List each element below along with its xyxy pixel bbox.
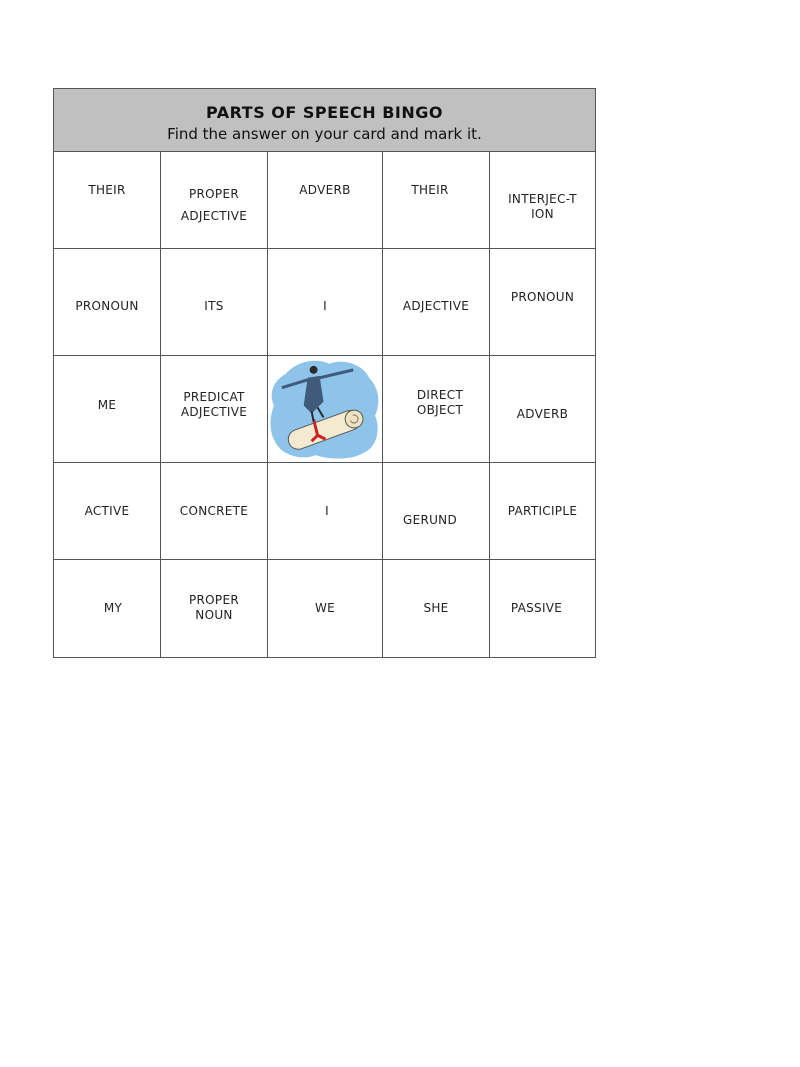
bingo-card bbox=[53, 88, 596, 658]
cell-label: ADVERB bbox=[516, 407, 569, 421]
cell-label: PARTICIPLE bbox=[507, 504, 578, 518]
bingo-cell[interactable] bbox=[268, 560, 383, 657]
card-title: PARTS OF SPEECH BINGO bbox=[206, 103, 443, 122]
bingo-cell[interactable] bbox=[383, 152, 490, 249]
bingo-cell[interactable] bbox=[161, 463, 268, 560]
cell-label: PRONOUN bbox=[510, 290, 575, 304]
bingo-cell[interactable] bbox=[54, 560, 161, 657]
bingo-cell[interactable] bbox=[268, 463, 383, 560]
bingo-cell[interactable] bbox=[383, 463, 490, 560]
cell-label: MY bbox=[103, 601, 123, 615]
free-space[interactable] bbox=[268, 356, 383, 463]
bingo-cell[interactable] bbox=[54, 249, 161, 356]
cell-label: SHE bbox=[423, 601, 449, 615]
cell-label: THEIR bbox=[88, 183, 126, 197]
cell-label: GERUND bbox=[402, 513, 458, 527]
bingo-cell[interactable] bbox=[54, 463, 161, 560]
scroll-surfer-icon bbox=[268, 356, 382, 462]
bingo-cell[interactable] bbox=[490, 249, 595, 356]
bingo-cell[interactable] bbox=[490, 560, 595, 657]
card-subtitle: Find the answer on your card and mark it. bbox=[167, 125, 482, 143]
cell-label: DIRECT OBJECT bbox=[416, 388, 464, 417]
bingo-cell[interactable] bbox=[490, 152, 595, 249]
bingo-cell[interactable] bbox=[161, 152, 268, 249]
bingo-cell[interactable] bbox=[490, 463, 595, 560]
bingo-cell[interactable] bbox=[161, 356, 268, 463]
cell-label: PREDICAT ADJECTIVE bbox=[180, 390, 248, 419]
bingo-cell[interactable] bbox=[383, 560, 490, 657]
cell-label: I bbox=[323, 299, 327, 313]
bingo-cell[interactable] bbox=[54, 152, 161, 249]
cell-label: ACTIVE bbox=[84, 504, 130, 518]
bingo-cell[interactable] bbox=[268, 152, 383, 249]
bingo-cell[interactable] bbox=[383, 249, 490, 356]
cell-label: ME bbox=[97, 398, 117, 412]
cell-label: INTERJEC-T ION bbox=[508, 192, 577, 221]
cell-label: PASSIVE bbox=[510, 601, 563, 615]
bingo-cell[interactable] bbox=[54, 356, 161, 463]
cell-label: ADVERB bbox=[299, 183, 351, 197]
bingo-cell[interactable] bbox=[161, 249, 268, 356]
cell-label: ADJECTIVE bbox=[402, 299, 470, 313]
cell-label: PROPER NOUN bbox=[189, 593, 239, 622]
bingo-cell[interactable] bbox=[490, 356, 595, 463]
cell-label: PROPER ADJECTIVE bbox=[180, 187, 248, 223]
bingo-cell[interactable] bbox=[161, 560, 268, 657]
cell-label: I bbox=[325, 504, 329, 518]
cell-label: WE bbox=[314, 601, 336, 615]
cell-label: PRONOUN bbox=[75, 299, 139, 313]
bingo-cell[interactable] bbox=[383, 356, 490, 463]
cell-label: CONCRETE bbox=[179, 504, 249, 518]
bingo-cell[interactable] bbox=[268, 249, 383, 356]
cell-label: THEIR bbox=[411, 183, 449, 197]
cell-label: ITS bbox=[204, 299, 224, 313]
card-header bbox=[54, 89, 595, 152]
